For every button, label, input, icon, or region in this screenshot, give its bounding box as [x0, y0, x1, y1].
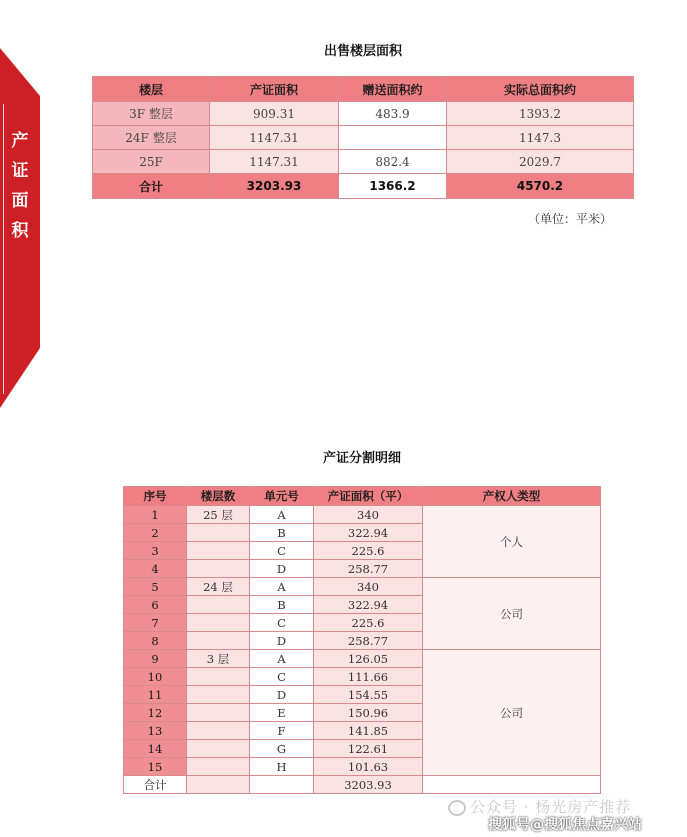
- row-floor: [187, 614, 250, 632]
- row-cert-area: 101.63: [314, 758, 423, 776]
- side-tab-char: 产: [11, 131, 29, 151]
- row-seq: 13: [124, 722, 187, 740]
- table-header-row: [124, 487, 601, 506]
- side-tab-char: 面: [11, 191, 29, 211]
- row-unit: D: [250, 686, 314, 704]
- row-unit: B: [250, 596, 314, 614]
- row-seq: 9: [124, 650, 187, 668]
- row-cert-area: 122.61: [314, 740, 423, 758]
- row-floor: 24 层: [187, 578, 250, 596]
- total-gift-area: 1366.2: [339, 174, 447, 199]
- row-seq: 2: [124, 524, 187, 542]
- side-tab-char: 证: [11, 161, 29, 181]
- header-floor: 楼层: [93, 77, 210, 102]
- header-cert-area: 产证面积（平）: [314, 487, 423, 506]
- table2-title: 产证分割明细: [322, 451, 401, 466]
- total-total-area: 4570.2: [447, 174, 634, 199]
- row-cert-area: 111.66: [314, 668, 423, 686]
- header-owner-type: 产权人类型: [423, 487, 601, 506]
- row-gift-area: [339, 126, 447, 150]
- row-cert-area: 340: [314, 506, 423, 524]
- row-seq: 1: [124, 506, 187, 524]
- header-floors: 楼层数: [187, 487, 250, 506]
- row-seq: 8: [124, 632, 187, 650]
- row-seq: 10: [124, 668, 187, 686]
- row-unit: B: [250, 524, 314, 542]
- row-unit: E: [250, 704, 314, 722]
- wechat-icon: [448, 800, 466, 816]
- header-unit: 单元号: [250, 487, 314, 506]
- row-floor: [187, 758, 250, 776]
- total-cert-area: 3203.93: [314, 776, 423, 794]
- side-tab-char: 积: [11, 221, 29, 241]
- table-header-row: [93, 77, 634, 102]
- row-unit: D: [250, 560, 314, 578]
- row-owner-type: 个人: [423, 506, 601, 578]
- row-floor: [187, 632, 250, 650]
- table-row: [93, 126, 634, 150]
- row-cert-area: 322.94: [314, 596, 423, 614]
- row-floor: 25 层: [187, 506, 250, 524]
- row-seq: 14: [124, 740, 187, 758]
- row-floor: [187, 704, 250, 722]
- row-floor: [187, 722, 250, 740]
- side-tab-divider: [3, 104, 4, 394]
- row-cert-area: 154.55: [314, 686, 423, 704]
- watermark-top-text: 公众号 · 杨光房产推荐: [470, 798, 632, 816]
- row-gift-area: 483.9: [339, 102, 447, 126]
- row-cert-area: 258.77: [314, 632, 423, 650]
- total-label: 合计: [93, 174, 210, 199]
- row-total-area: 1147.3: [447, 126, 634, 150]
- row-unit: H: [250, 758, 314, 776]
- row-cert-area: 141.85: [314, 722, 423, 740]
- total-empty: [250, 776, 314, 794]
- row-unit: A: [250, 506, 314, 524]
- cert-split-table: [123, 486, 601, 794]
- row-floor: [187, 542, 250, 560]
- watermark-bottom: 搜狐号@搜狐焦点嘉兴站: [488, 817, 642, 833]
- table1-title: 出售楼层面积: [323, 44, 402, 59]
- row-seq: 4: [124, 560, 187, 578]
- total-empty: [187, 776, 250, 794]
- unit-note: （单位：平米）: [528, 212, 613, 226]
- row-owner-type: 公司: [423, 650, 601, 776]
- row-seq: 3: [124, 542, 187, 560]
- row-cert-area: 225.6: [314, 542, 423, 560]
- row-floor: [187, 596, 250, 614]
- row-unit: A: [250, 578, 314, 596]
- total-label: 合计: [124, 776, 187, 794]
- row-seq: 6: [124, 596, 187, 614]
- row-floor: 24F 整层: [93, 126, 210, 150]
- row-unit: C: [250, 542, 314, 560]
- total-row: [124, 776, 601, 794]
- total-empty: [423, 776, 601, 794]
- total-row: [93, 174, 634, 199]
- table-row: [124, 650, 601, 668]
- row-floor: [187, 686, 250, 704]
- row-owner-type: 公司: [423, 578, 601, 650]
- row-floor: 3 层: [187, 650, 250, 668]
- row-seq: 7: [124, 614, 187, 632]
- row-floor: [187, 560, 250, 578]
- row-total-area: 1393.2: [447, 102, 634, 126]
- row-seq: 12: [124, 704, 187, 722]
- header-gift-area: 赠送面积约: [339, 77, 447, 102]
- row-cert-area: 909.31: [210, 102, 339, 126]
- side-tab: [0, 48, 40, 408]
- row-seq: 11: [124, 686, 187, 704]
- table-row: [124, 506, 601, 524]
- row-unit: C: [250, 668, 314, 686]
- table-row: [93, 150, 634, 174]
- row-cert-area: 1147.31: [210, 126, 339, 150]
- row-unit: G: [250, 740, 314, 758]
- row-floor: 3F 整层: [93, 102, 210, 126]
- row-cert-area: 126.05: [314, 650, 423, 668]
- row-floor: [187, 668, 250, 686]
- total-cert-area: 3203.93: [210, 174, 339, 199]
- table-row: [93, 102, 634, 126]
- row-cert-area: 340: [314, 578, 423, 596]
- header-cert-area: 产证面积: [210, 77, 339, 102]
- watermark: [448, 796, 683, 836]
- row-unit: C: [250, 614, 314, 632]
- row-cert-area: 225.6: [314, 614, 423, 632]
- row-seq: 15: [124, 758, 187, 776]
- row-cert-area: 150.96: [314, 704, 423, 722]
- row-unit: D: [250, 632, 314, 650]
- header-total-area: 实际总面积约: [447, 77, 634, 102]
- row-seq: 5: [124, 578, 187, 596]
- row-cert-area: 1147.31: [210, 150, 339, 174]
- header-seq: 序号: [124, 487, 187, 506]
- side-tab-label: [6, 126, 34, 246]
- row-total-area: 2029.7: [447, 150, 634, 174]
- row-unit: A: [250, 650, 314, 668]
- row-cert-area: 258.77: [314, 560, 423, 578]
- row-floor: 25F: [93, 150, 210, 174]
- table-row: [124, 578, 601, 596]
- row-unit: F: [250, 722, 314, 740]
- row-cert-area: 322.94: [314, 524, 423, 542]
- row-gift-area: 882.4: [339, 150, 447, 174]
- sale-area-table: [92, 76, 634, 199]
- row-floor: [187, 524, 250, 542]
- row-floor: [187, 740, 250, 758]
